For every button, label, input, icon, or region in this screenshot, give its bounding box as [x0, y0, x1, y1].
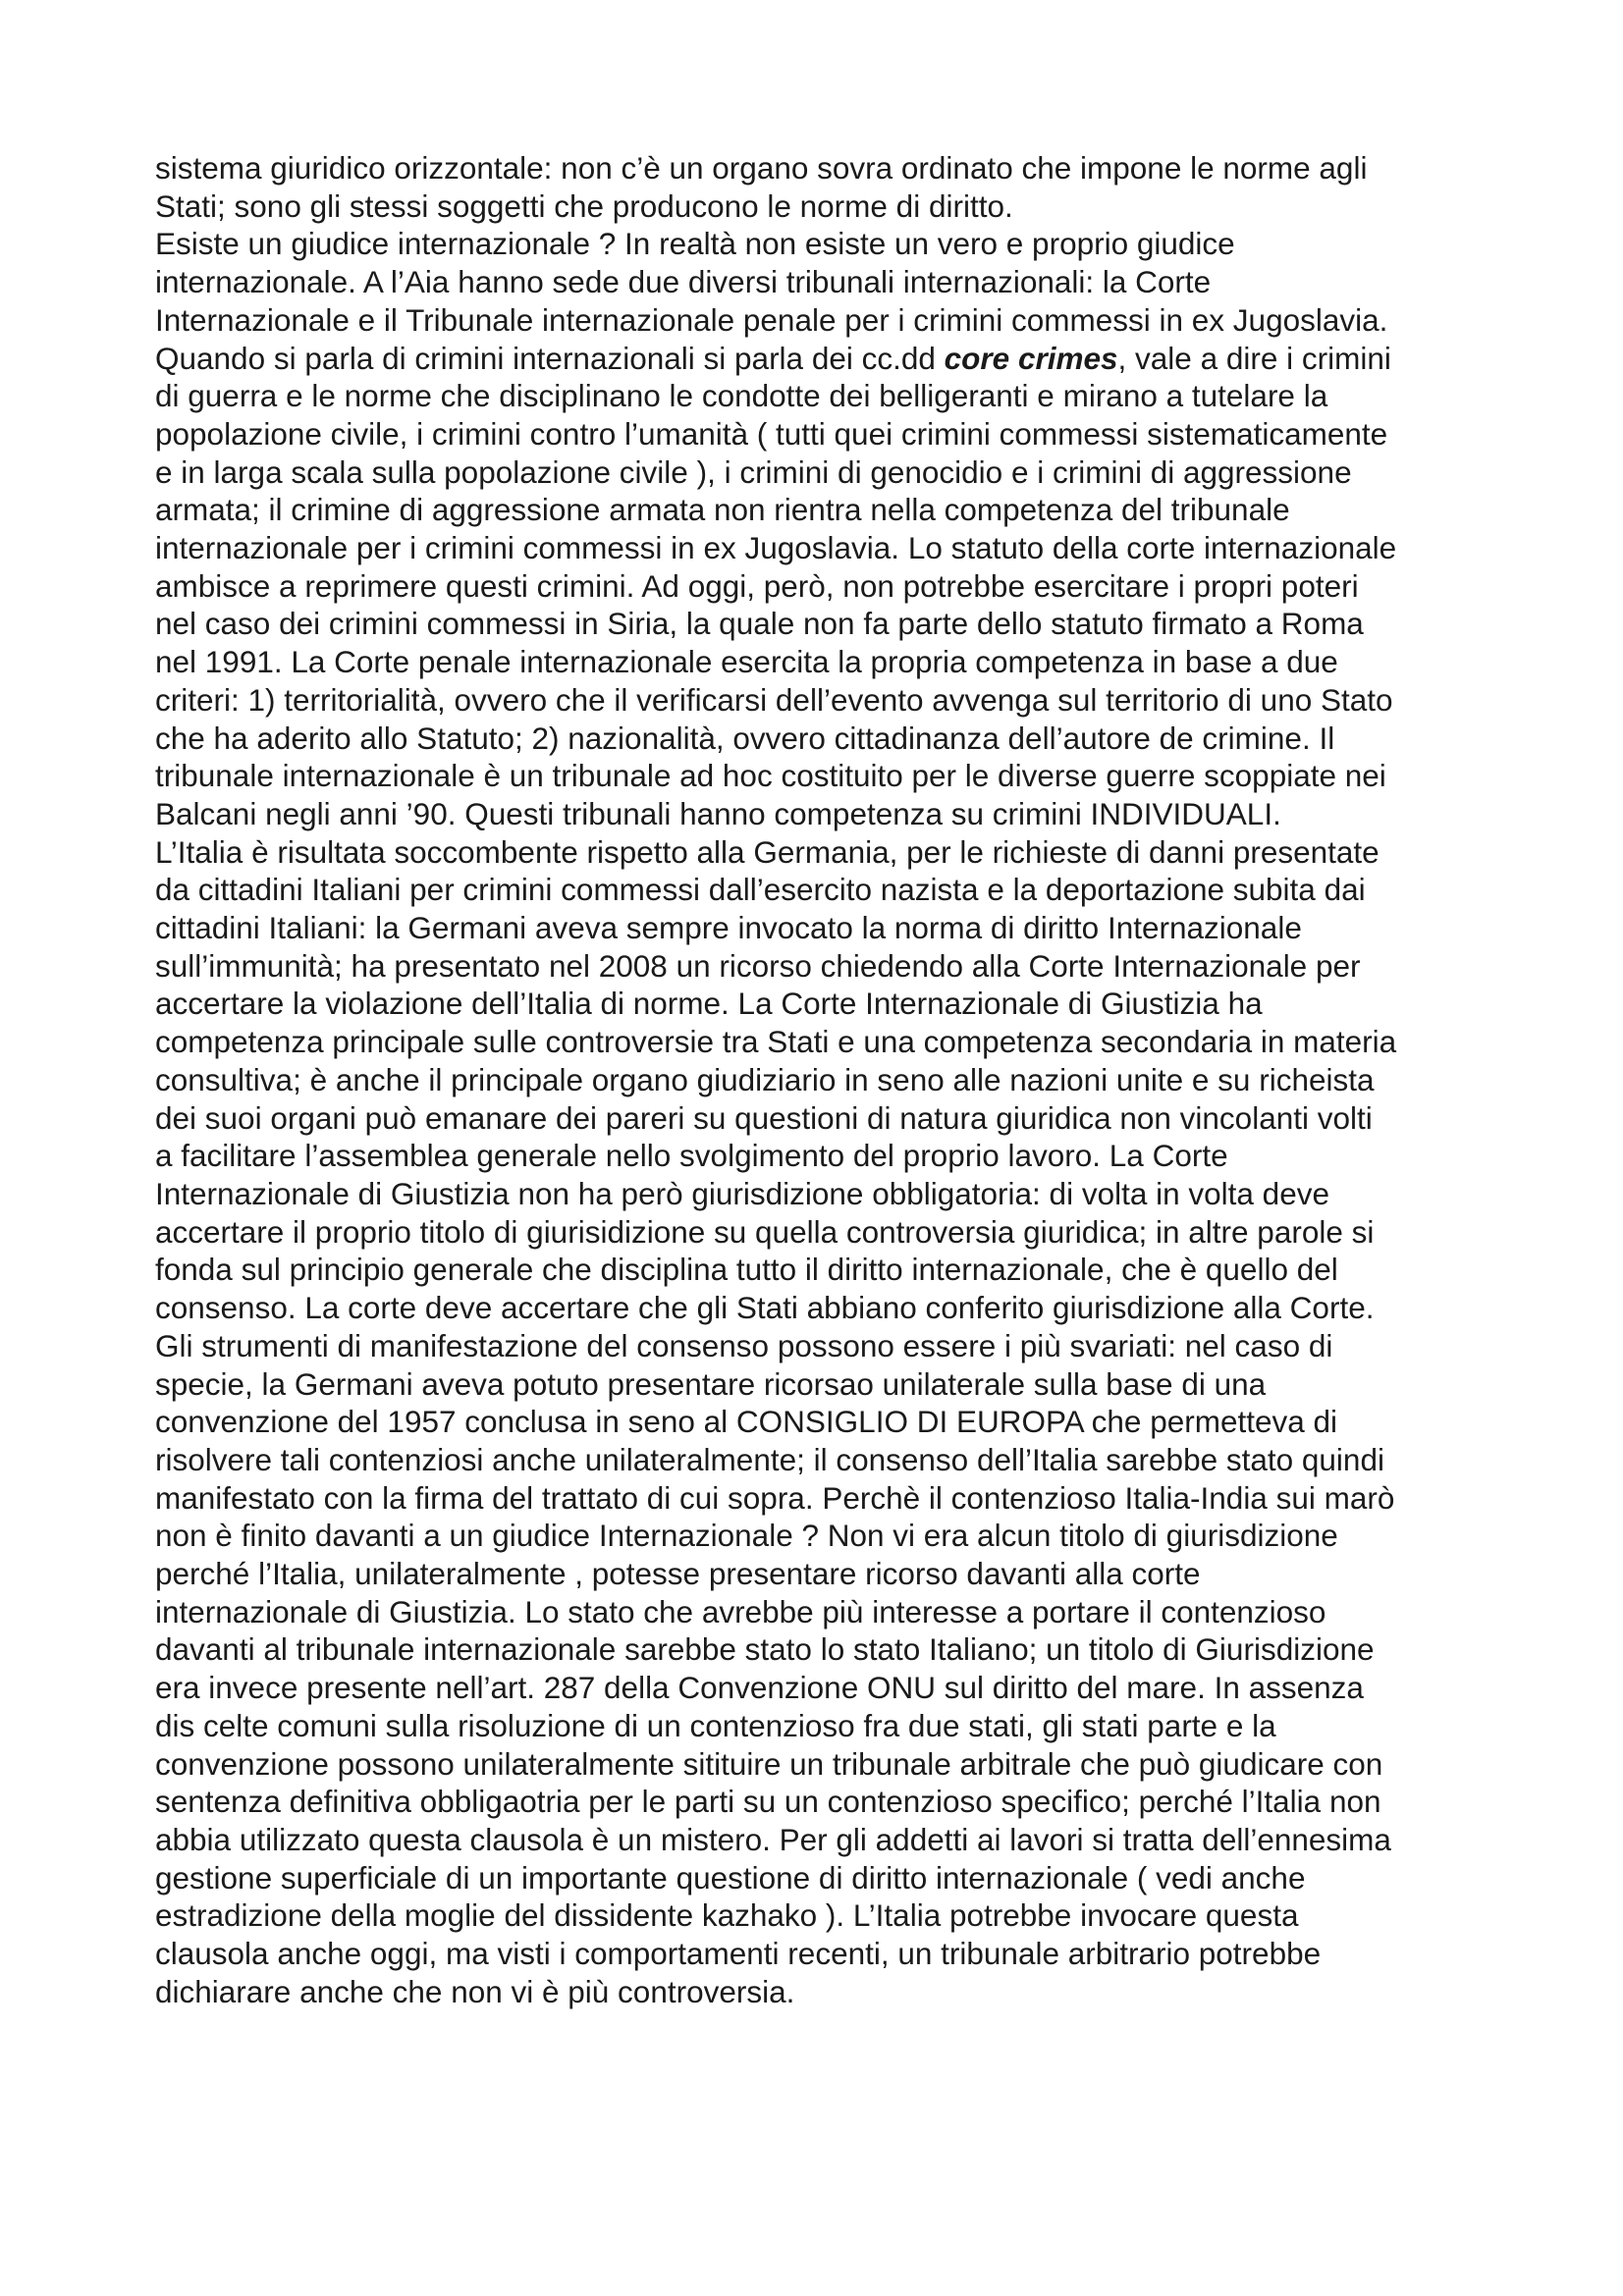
text-line: non è finito davanti a un giudice Internazionale ? Non vi era alcun titolo di giurisdizione [155, 1518, 1338, 1554]
text-line: Esiste un giudice internazionale ? In realtà non esiste un vero e proprio giudice [155, 226, 1235, 262]
text-line: competenza principale sulle controversie tra Stati e una competenza secondaria in materia [155, 1024, 1397, 1060]
text-line: convenzione del 1957 conclusa in seno al CONSIGLIO DI EUROPA che permetteva di [155, 1404, 1338, 1440]
text-line: Internazionale di Giustizia non ha però giurisdizione obbligatoria: di volta in volta deve [155, 1175, 1329, 1211]
text-line: era invece presente nell’art. 287 della Convenzione ONU sul diritto del mare. In assenza [155, 1670, 1364, 1706]
text-line: da cittadini Italiani per crimini commessi dall’esercito nazista e la deportazione subita dai [155, 872, 1366, 908]
text-line: abbia utilizzato questa clausola è un mistero. Per gli addetti ai lavori si tratta dell’ennesima [155, 1821, 1391, 1857]
text-line: internazionale per i crimini commessi in ex Jugoslavia. Lo statuto della corte internazionale [155, 530, 1397, 566]
text-line: che ha aderito allo Statuto; 2) nazionalità, ovvero cittadinanza dell’autore de crimine. Il [155, 720, 1335, 756]
text-line: sentenza definitiva obbligaotria per le parti su un contenzioso specifico; perché l’Italia non [155, 1784, 1381, 1820]
text-line: Gli strumenti di manifestazione del consenso possono essere i più svariati: nel caso di [155, 1327, 1333, 1363]
text-line: dis celte comuni sulla risoluzione di un contenzioso fra due stati, gli stati parte e la [155, 1707, 1276, 1743]
text-line: manifestato con la firma del trattato di cui sopra. Perchè il contenzioso Italia-India sui marò [155, 1479, 1395, 1516]
text-segment: Quando si parla di crimini internazionali si parla dei cc.dd [155, 340, 945, 376]
text-line: Internazionale e il Tribunale internazionale penale per i crimini commessi in ex Jugoslavia. [155, 301, 1388, 338]
text-line: convenzione possono unilateralmente sitituire un tribunale arbitrale che può giudicare con [155, 1745, 1383, 1782]
text-line: perché l’Italia, unilateralmente , potesse presentare ricorso davanti alla corte [155, 1556, 1201, 1592]
text-line: dichiarare anche che non vi è più controversia. [155, 1973, 795, 2009]
text-line: ambisce a reprimere questi crimini. Ad oggi, però, non potrebbe esercitare i propri poteri [155, 567, 1359, 604]
body-text [155, 149, 1510, 2010]
text-line: di guerra e le norme che disciplinano le condotte dei belligeranti e mirano a tutelare la [155, 378, 1328, 414]
text-line: tribunale internazionale è un tribunale ad hoc costituito per le diverse guerre scoppiate nei [155, 758, 1386, 794]
text-line: clausola anche oggi, ma visti i comportamenti recenti, un tribunale arbitrario potrebbe [155, 1936, 1322, 1972]
text-line: dei suoi organi può emanare dei pareri su questioni di natura giuridica non vincolanti volti [155, 1099, 1373, 1136]
text-line: estradizione della moglie del dissidente kazhako ). L’Italia potrebbe invocare questa [155, 1897, 1299, 1934]
text-line: e in larga scala sulla popolazione civile ), i crimini di genocidio e i crimini di aggressione [155, 454, 1352, 490]
text-line: davanti al tribunale internazionale sarebbe stato lo stato Italiano; un titolo di Giurisdizione [155, 1631, 1375, 1668]
text-line: accertare la violazione dell’Italia di norme. La Corte Internazionale di Giustizia ha [155, 986, 1263, 1022]
text-line: internazionale di Giustizia. Lo stato che avrebbe più interesse a portare il contenzioso [155, 1593, 1326, 1629]
text-line: nel caso dei crimini commessi in Siria, la quale non fa parte dello statuto firmato a Roma [155, 606, 1364, 642]
text-line: consultiva; è anche il principale organo giudiziario in seno alle nazioni unite e su richeista [155, 1061, 1375, 1097]
text-line: Stati; sono gli stessi soggetti che producono le norme di diritto. [155, 187, 1013, 224]
emphasis-term: core crimes [944, 340, 1118, 376]
text-line: risolvere tali contenziosi anche unilateralmente; il consenso dell’Italia sarebbe stato quindi [155, 1441, 1384, 1477]
text-line [155, 340, 1510, 378]
text-line: fonda sul principio generale che disciplina tutto il diritto internazionale, che è quello del [155, 1252, 1338, 1288]
text-line: sistema giuridico orizzontale: non c’è un organo sovra ordinato che impone le norme agli [155, 150, 1368, 186]
text-line: L’Italia è risultata soccombente rispetto alla Germania, per le richieste di danni presentate [155, 833, 1380, 870]
text-line: accertare il proprio titolo di giurisidizione su quella controversia giuridica; in altre parole si [155, 1213, 1375, 1250]
text-line: armata; il crimine di aggressione armata non rientra nella competenza del tribunale [155, 492, 1290, 528]
text-line: nel 1991. La Corte penale internazionale esercita la propria competenza in base a due [155, 644, 1338, 680]
text-line: popolazione civile, i crimini contro l’umanità ( tutti quei crimini commessi sistematicamente [155, 415, 1388, 452]
text-line: gestione superficiale di un importante questione di diritto internazionale ( vedi anche [155, 1859, 1306, 1896]
text-line: criteri: 1) territorialità, ovvero che il verificarsi dell’evento avvenga sul territorio di uno Stato [155, 681, 1393, 718]
text-segment: , vale a dire i crimini [1117, 340, 1391, 376]
text-line: internazionale. A l’Aia hanno sede due diversi tribunali internazionali: la Corte [155, 264, 1212, 300]
text-line: sull’immunità; ha presentato nel 2008 un ricorso chiedendo alla Corte Internazionale per [155, 947, 1361, 984]
text-line: specie, la Germani aveva potuto presentare ricorsao unilaterale sulla base di una [155, 1365, 1267, 1402]
text-line: cittadini Italiani: la Germani aveva sempre invocato la norma di diritto Internazionale [155, 910, 1302, 946]
text-line: a facilitare l’assemblea generale nello svolgimento del proprio lavoro. La Corte [155, 1138, 1228, 1174]
text-line: Balcani negli anni ’90. Questi tribunali hanno competenza su crimini INDIVIDUALI. [155, 795, 1281, 831]
text-line: consenso. La corte deve accertare che gli Stati abbiano conferito giurisdizione alla Corte. [155, 1290, 1375, 1326]
